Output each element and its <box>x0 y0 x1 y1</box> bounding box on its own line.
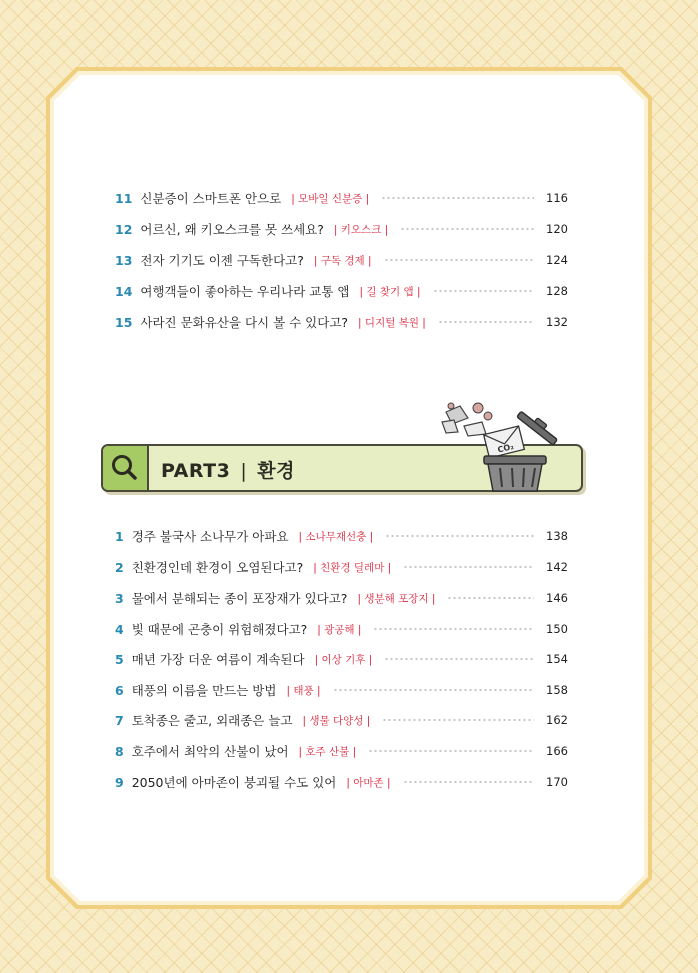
toc-entry-page: 138 <box>546 529 568 543</box>
toc-entry-title: 매년 가장 더운 여름이 계속된다 <box>131 652 305 667</box>
dot-leader <box>384 258 535 262</box>
dot-leader <box>382 718 534 722</box>
dot-leader <box>400 227 534 231</box>
dot-leader <box>447 596 534 600</box>
toc-entry-tag: | 모바일 신분증 | <box>291 192 370 205</box>
toc-entry[interactable] <box>115 557 568 577</box>
toc-entry-title: 호주에서 최악의 산불이 났어 <box>131 744 289 759</box>
toc-entry-tag: | 생분해 포장지 | <box>357 592 436 605</box>
toc-entry-tag: | 길 찾기 앱 | <box>359 285 421 298</box>
toc-entry-number: 12 <box>115 221 133 237</box>
toc-entry[interactable] <box>115 588 568 608</box>
toc-entry-tag: | 키오스크 | <box>333 223 389 236</box>
toc-entry-number: 6 <box>115 682 124 698</box>
toc-entry-title: 친환경인데 환경이 오염된다고? <box>131 560 304 575</box>
toc-entry[interactable] <box>115 649 568 669</box>
toc-entry-page: 142 <box>546 560 568 574</box>
toc-entry[interactable] <box>115 772 568 792</box>
dot-leader <box>368 749 534 753</box>
toc-entry-number: 2 <box>115 559 124 575</box>
toc-entry-page: 116 <box>546 191 568 205</box>
toc-entry-page: 170 <box>546 775 568 789</box>
toc-entry[interactable] <box>115 312 568 332</box>
toc-entry-page: 132 <box>546 315 568 329</box>
toc-entry-title: 빛 때문에 곤충이 위험해졌다고? <box>131 622 308 637</box>
toc-entry-tag: | 이상 기후 | <box>314 653 373 666</box>
toc-entry-title: 경주 불국사 소나무가 아파요 <box>131 529 289 544</box>
toc-entry[interactable] <box>115 526 568 546</box>
trash-can-co2-icon <box>438 398 558 493</box>
toc-entry-tag: | 구독 경제 | <box>313 254 372 267</box>
toc-entry[interactable] <box>115 281 568 301</box>
toc-entry-number: 13 <box>115 252 133 268</box>
part-separator: | <box>240 460 248 482</box>
dot-leader <box>333 688 535 692</box>
toc-entry-number: 8 <box>115 743 124 759</box>
toc-entry-tag: | 친환경 딜레마 | <box>313 561 392 574</box>
toc-entry-number: 4 <box>115 621 124 637</box>
toc-entry-tag: | 소나무재선충 | <box>298 530 374 543</box>
toc-entry[interactable] <box>115 619 568 639</box>
toc-entry-number: 9 <box>115 774 124 790</box>
toc-entry[interactable] <box>115 710 568 730</box>
part-name: 환경 <box>257 460 295 482</box>
toc-entry-number: 5 <box>115 651 124 667</box>
toc-entry-tag: | 태풍 | <box>286 684 321 697</box>
toc-entry-tag: | 디지털 복원 | <box>358 316 426 329</box>
toc-entry-number: 15 <box>115 314 133 330</box>
toc-entry-tag: | 생물 다양성 | <box>302 714 371 727</box>
toc-entry-tag: | 호주 산불 | <box>298 745 357 758</box>
magnifier-icon <box>103 446 147 490</box>
toc-entry-title: 물에서 분해되는 종이 포장재가 있다고? <box>131 591 348 606</box>
toc-entry-page: 128 <box>546 284 568 298</box>
dot-leader <box>403 565 534 569</box>
toc-entry-title: 2050년에 아마존이 붕괴될 수도 있어 <box>131 775 337 790</box>
toc-entry-page: 146 <box>546 591 568 605</box>
toc-entry-title: 태풍의 이름을 만드는 방법 <box>131 683 277 698</box>
toc-entry-page: 120 <box>546 222 568 236</box>
toc-entry-page: 166 <box>546 744 568 758</box>
toc-entry-title: 신분증이 스마트폰 안으로 <box>140 191 282 206</box>
dot-leader <box>433 289 535 293</box>
dot-leader <box>438 320 534 324</box>
toc-entry-page: 162 <box>546 713 568 727</box>
dot-leader <box>385 534 534 538</box>
toc-entry-number: 3 <box>115 590 124 606</box>
toc-entry-number: 7 <box>115 712 124 728</box>
dot-leader <box>373 627 534 631</box>
svg-text:CO₂: CO₂ <box>496 441 515 455</box>
magnifier-icon-box <box>103 446 149 490</box>
toc-entry-number: 11 <box>115 190 133 206</box>
toc-entry-number: 1 <box>115 528 124 544</box>
toc-entry-tag: | 아마존 | <box>346 776 391 789</box>
toc-entry-number: 14 <box>115 283 133 299</box>
toc-entry-page: 154 <box>546 652 568 666</box>
dot-leader <box>384 657 534 661</box>
toc-entry[interactable] <box>115 188 568 208</box>
toc-entry-title: 어르신, 왜 키오스크를 못 쓰세요? <box>140 222 324 237</box>
part-label: PART3 <box>161 460 231 482</box>
toc-entry[interactable] <box>115 680 568 700</box>
toc-entry-page: 158 <box>546 683 568 697</box>
toc-entry-page: 124 <box>546 253 568 267</box>
dot-leader <box>403 780 534 784</box>
toc-entry[interactable] <box>115 741 568 761</box>
toc-entry-title: 여행객들이 좋아하는 우리나라 교통 앱 <box>140 284 350 299</box>
toc-entry-title: 사라진 문화유산을 다시 볼 수 있다고? <box>140 315 349 330</box>
toc-entry-tag: | 광공해 | <box>317 623 362 636</box>
dot-leader <box>381 196 534 200</box>
toc-entry[interactable] <box>115 250 568 270</box>
toc-entry-title: 전자 기기도 이젠 구독한다고? <box>140 253 304 268</box>
toc-entry-page: 150 <box>546 622 568 636</box>
toc-entry[interactable] <box>115 219 568 239</box>
part-title <box>161 456 295 483</box>
toc-entry-title: 토착종은 줄고, 외래종은 늘고 <box>131 713 293 728</box>
